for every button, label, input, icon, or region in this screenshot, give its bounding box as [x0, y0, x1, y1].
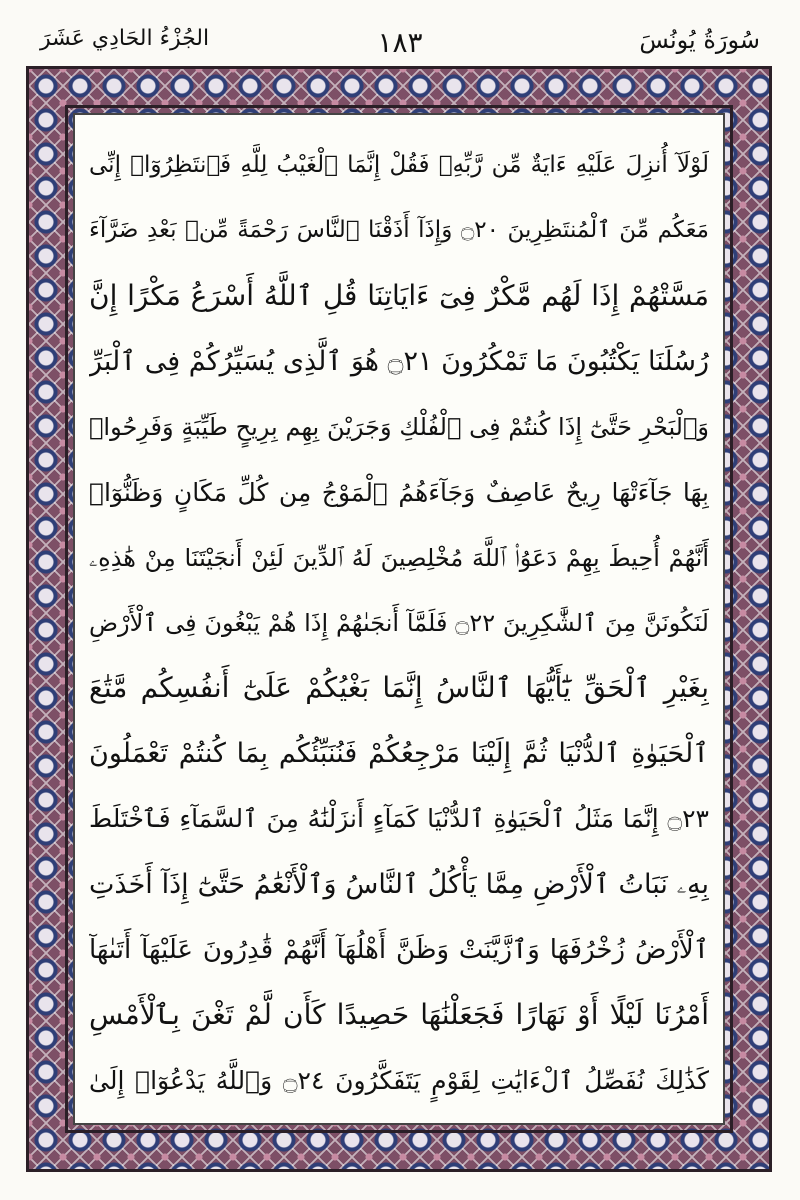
- verse-line: لَنَكُونَنَّ مِنَ ٱلشَّٰكِرِينَ ۝٢٢ فَلَمَّآ أَنجَىٰهُمْ إِذَا هُمْ يَبْغُونَ فِى ٱلْأَرْضِ: [89, 608, 709, 637]
- verse-line: ۝٢٣ إِنَّمَا مَثَلُ ٱلْحَيَوٰةِ ٱلدُّنْيَا كَمَآءٍ أَنزَلْنَٰهُ مِنَ ٱلسَّمَآءِ فَٱخْتَلَطَ: [89, 804, 709, 834]
- verse-line: بِغَيْرِ ٱلْحَقِّ يَٰٓأَيُّهَا ٱلنَّاسُ إِنَّمَا بَغْيُكُمْ عَلَىٰٓ أَنفُسِكُم مَّتَٰعَ: [89, 671, 709, 705]
- verse-line: وَٱلْبَحْرِ حَتَّىٰٓ إِذَا كُنتُمْ فِى ٱلْفُلْكِ وَجَرَيْنَ بِهِم بِرِيحٍ طَيِّبَةٍ وَفَرِحُوا۟: [89, 412, 709, 441]
- verse-line: مَعَكُم مِّنَ ٱلْمُنتَظِرِينَ ۝٢٠ وَإِذَآ أَذَقْنَا ٱلنَّاسَ رَحْمَةً مِّنۢ بَعْدِ ضَرَّآءَ: [89, 217, 709, 244]
- surah-name: سُورَةُ يُونُسَ: [639, 26, 760, 54]
- verse-line: بِهِۦ نَبَاتُ ٱلْأَرْضِ مِمَّا يَأْكُلُ ٱلنَّاسُ وَٱلْأَنْعَٰمُ حَتَّىٰٓ إِذَآ أَخَذَتِ: [89, 868, 709, 900]
- verse-line: أَمْرُنَا لَيْلًا أَوْ نَهَارًا فَجَعَلْنَٰهَا حَصِيدًا كَأَن لَّمْ تَغْنَ بِٱلْأَمْسِ: [89, 997, 709, 1031]
- ornamental-border: [26, 66, 772, 1172]
- verse-line: مَسَّتْهُمْ إِذَا لَهُم مَّكْرٌ فِىٓ ءَايَاتِنَا قُلِ ٱللَّهُ أَسْرَعُ مَكْرًا إِنَّ: [89, 279, 709, 313]
- verse-line: بِهَا جَآءَتْهَا رِيحٌ عَاصِفٌ وَجَآءَهُمُ ٱلْمَوْجُ مِن كُلِّ مَكَانٍ وَظَنُّوٓا۟: [89, 477, 709, 507]
- verse-lines: [89, 133, 709, 1113]
- verse-line: رُسُلَنَا يَكْتُبُونَ مَا تَمْكُرُونَ ۝٢١ هُوَ ٱلَّذِى يُسَيِّرُكُمْ فِى ٱلْبَرِّ: [89, 346, 709, 378]
- juz-label: الجُزْءُ الحَادِي عَشَرَ: [40, 26, 210, 51]
- verse-line: لَوْلَآ أُنزِلَ عَلَيْهِ ءَايَةٌ مِّن رَّبِّهِۦ فَقُلْ إِنَّمَا ٱلْغَيْبُ لِلَّهِ فَٱنتَظِرُوٓا۟ إِنِّى: [89, 152, 709, 179]
- text-panel: [73, 113, 725, 1125]
- verse-line: ٱلْأَرْضُ زُخْرُفَهَا وَٱزَّيَّنَتْ وَظَنَّ أَهْلُهَآ أَنَّهُمْ قَٰدِرُونَ عَلَيْهَآ أَتَىٰهَآ: [89, 934, 709, 965]
- verse-line: أَنَّهُمْ أُحِيطَ بِهِمْ دَعَوُا۟ ٱللَّهَ مُخْلِصِينَ لَهُ ٱلدِّينَ لَئِنْ أَنجَيْتَنَا مِنْ هَٰذِهِۦ: [89, 543, 709, 572]
- page-number: ١٨٣: [377, 26, 423, 59]
- verse-line: كَذَٰلِكَ نُفَصِّلُ ٱلْءَايَٰتِ لِقَوْمٍ يَتَفَكَّرُونَ ۝٢٤ وَٱللَّهُ يَدْعُوٓا۟ إِلَىٰ: [89, 1065, 709, 1095]
- verse-line: ٱلْحَيَوٰةِ ٱلدُّنْيَا ثُمَّ إِلَيْنَا مَرْجِعُكُمْ فَنُنَبِّئُكُم بِمَا كُنتُمْ تَعْمَلُونَ: [89, 738, 709, 770]
